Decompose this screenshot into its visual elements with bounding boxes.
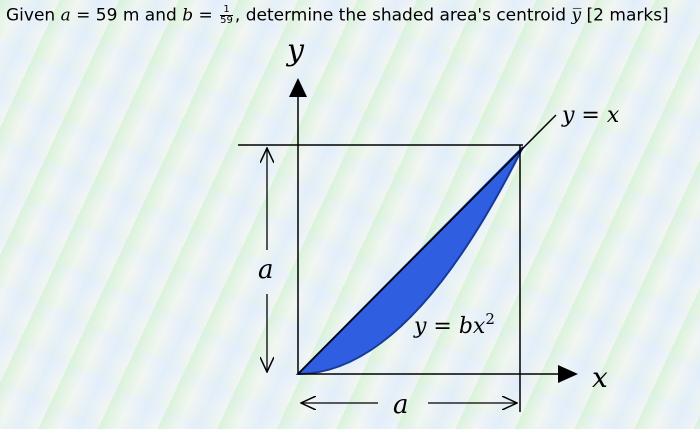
var-b: b <box>182 5 194 26</box>
fraction-numerator: 1 <box>220 5 233 16</box>
x-axis-label: x <box>592 361 608 394</box>
question-comma: , <box>234 5 241 26</box>
curve-label <box>413 310 495 339</box>
question-rest: determine the shaded area's centroid <box>240 5 572 26</box>
line-label: y = x <box>562 103 620 128</box>
y-axis-arrowhead <box>289 78 307 97</box>
x-axis-arrowhead <box>558 365 578 383</box>
curve-label-exponent: 2 <box>485 310 495 328</box>
height-label: a <box>258 255 274 285</box>
question-eq2: = <box>193 5 219 26</box>
ybar-symbol: y̅ <box>571 5 582 26</box>
y-axis-label: y <box>287 33 304 68</box>
curve-label-main: y = bx <box>414 314 486 339</box>
fraction-denominator: 59 <box>220 15 233 26</box>
width-label: a <box>393 390 409 420</box>
question-marks: [2 marks] <box>581 5 669 26</box>
question-eq1: = 59 m and <box>70 5 183 26</box>
question-given: Given <box>6 5 56 26</box>
var-a: a <box>60 5 71 26</box>
